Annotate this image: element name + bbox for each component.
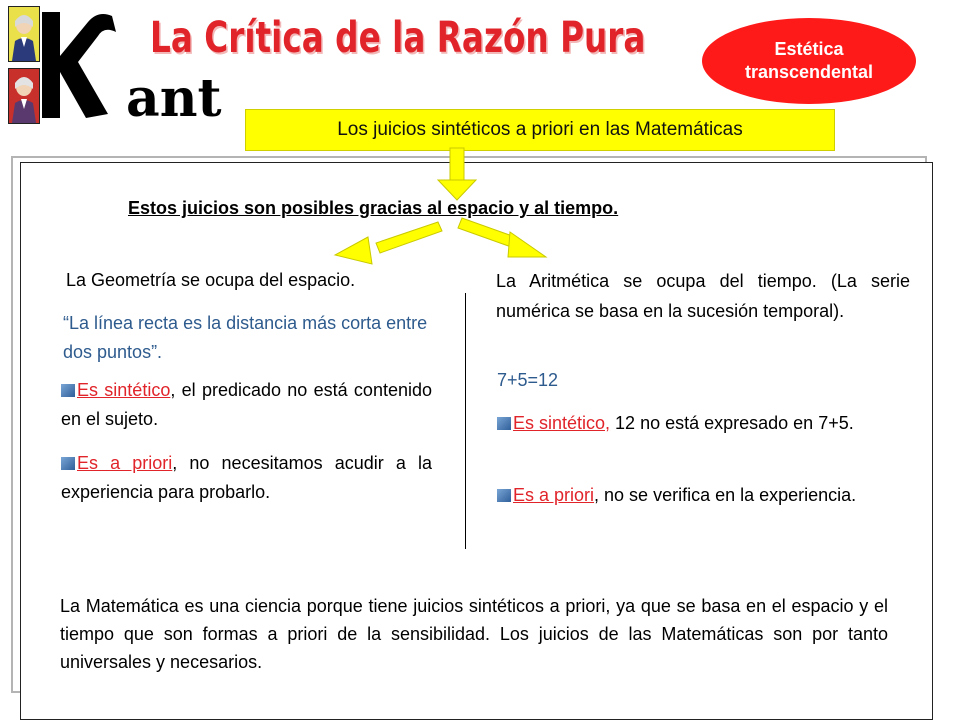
section-badge-line2: transcendental (744, 62, 874, 82)
geometry-bullet-apriori (61, 449, 432, 507)
square-bullet-icon (61, 384, 75, 397)
geometry-intro: La Geometría se ocupa del espacio. (66, 270, 356, 290)
geometry-bullet-synthetic (61, 376, 432, 434)
arrow-icon (450, 148, 464, 182)
bullet-text: 12 no está expresado en 7+5. (610, 413, 854, 433)
arrow-icon (508, 232, 546, 257)
bullet-text: , no se verifica en la experiencia. (594, 485, 857, 505)
main-statement: Estos juicios son posibles gracias al espacio y al tiempo. (128, 198, 619, 218)
term-synthetic: Es sintético, (513, 413, 611, 433)
square-bullet-icon (497, 417, 511, 430)
term-apriori: Es a priori (513, 485, 595, 505)
column-divider (465, 293, 466, 549)
geometry-quote: “La línea recta es la distancia más corta entre dos puntos”. (63, 313, 428, 362)
arithmetic-intro: La Aritmética se ocupa del tiempo. (La serie numérica se basa en la sucesión temporal). (496, 271, 910, 321)
arrow-icon (335, 237, 372, 264)
conclusion-paragraph: La Matemática es una ciencia porque tiene juicios sintéticos a priori, ya que se basa en el espacio y el tiempo que son formas a priori de la sensibilidad. Los juicios de las Matemáticas son por tanto universales y necesarios. (60, 596, 888, 672)
arrow-icon (376, 222, 442, 253)
bullet-text: , el predicado no está contenido en el sujeto. (61, 380, 432, 429)
arithmetic-example: 7+5=12 (497, 370, 559, 390)
subtitle-text: Los juicios sintéticos a priori en las Matemáticas (337, 119, 743, 140)
section-badge-line1: Estética (774, 39, 844, 59)
term-apriori: Es a priori (77, 453, 173, 473)
bullet-text: , no necesitamos acudir a la experiencia para probarlo. (61, 453, 433, 502)
square-bullet-icon (61, 457, 75, 470)
term-synthetic: Es sintético (77, 380, 171, 400)
arithmetic-bullet-apriori (497, 481, 893, 510)
square-bullet-icon (497, 489, 511, 502)
svg-text:ant: ant (126, 68, 222, 124)
arithmetic-bullet-synthetic (497, 409, 893, 438)
page-title: La Crítica de la Razón Pura (150, 13, 646, 63)
